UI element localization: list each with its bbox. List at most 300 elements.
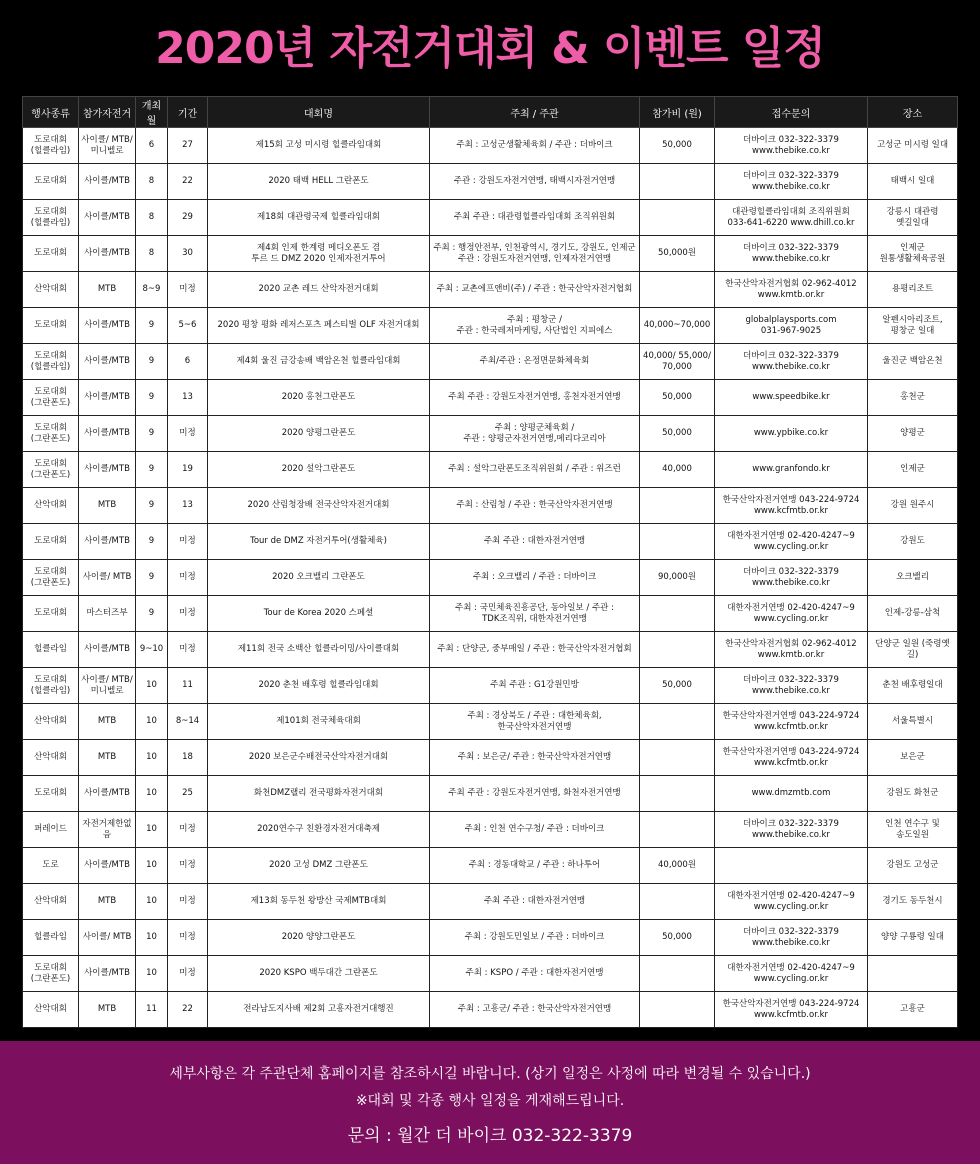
cell-text: 인제-강릉-삼척 [884,608,941,618]
cell-bike-type [79,956,136,992]
cell-text: 주최 : 보은군/ 주관 : 한국산악자전거연맹 [457,752,612,762]
table-row [23,704,958,740]
cell-month [136,452,168,488]
cell-text: MTB [97,752,117,762]
cell-text: 주최 주관 : 대한자전거연맹 [483,896,586,906]
cell-text: 주최 : 평창군 / 주관 : 한국레저마케팅, 사단법인 지피에스 [456,314,613,336]
cell-contact [715,560,868,596]
cell-period [168,488,208,524]
cell-fee [640,272,715,308]
cell-venue [868,416,958,452]
cell-text: 사이클/ MTB [82,572,132,582]
cell-text: 양평군 [900,428,925,438]
cell-bike-type [79,308,136,344]
cell-text: 제11회 전국 소백산 힐클라이밍/사이클대회 [237,644,400,654]
cell-text: 주최 : 인천 연수구청/ 주관 : 더바이크 [464,824,605,834]
cell-event-type [23,200,79,236]
cell-text: www.speedbike.kr [752,392,830,402]
cell-organizer [430,236,640,272]
cell-text: 산악대회 [34,284,67,294]
table-row [23,200,958,236]
cell-event-type [23,596,79,632]
cell-text: 주최 : 오크밸리 / 주관 : 더바이크 [472,572,597,582]
cell-text: 주최 주관 : 대한자전거연맹 [483,536,586,546]
cell-event-name [208,524,430,560]
cell-event-type [23,560,79,596]
cell-contact [715,236,868,272]
cell-text: 주최/주관 : 온정면문화체육회 [479,356,590,366]
cell-text: 22 [182,1004,193,1014]
cell-month [136,668,168,704]
cell-period [168,668,208,704]
cell-text: 40,000~70,000 [643,320,711,330]
cell-text: www.dmzmtb.com [751,788,831,798]
cell-text: 11 [182,680,193,690]
cell-text: 고흥군 [900,1004,925,1014]
cell-event-name [208,812,430,848]
cell-text: 90,000원 [658,572,696,582]
cell-event-type [23,848,79,884]
cell-text: 사이클/ MTB/ 미니벨로 [81,134,133,156]
cell-contact [715,920,868,956]
cell-contact [715,128,868,164]
cell-text: 50,000 [662,932,692,942]
cell-venue [868,452,958,488]
cell-text: 6 [184,356,191,366]
event-schedule-table-wrap [22,96,957,1028]
cell-bike-type [79,416,136,452]
cell-event-type [23,524,79,560]
cell-month [136,344,168,380]
cell-period [168,956,208,992]
cell-text: 50,000 [662,428,692,438]
cell-event-type [23,344,79,380]
cell-organizer [430,416,640,452]
cell-text: 10 [146,680,157,690]
cell-event-name [208,632,430,668]
cell-text: 8 [148,248,155,258]
cell-month [136,416,168,452]
cell-text: 사이클/MTB [84,860,130,870]
cell-contact [715,452,868,488]
cell-bike-type [79,560,136,596]
cell-text: 미정 [179,284,196,294]
cell-event-name [208,452,430,488]
cell-text: 더바이크 032-322-3379 www.thebike.co.kr [743,170,839,192]
cell-text: 울진군 백암온천 [882,356,943,366]
cell-text: 11 [146,1004,157,1014]
cell-period [168,164,208,200]
cell-period [168,920,208,956]
cell-month [136,380,168,416]
cell-text: 2020 홍천그란폰도 [281,392,356,402]
cell-organizer [430,668,640,704]
cell-month [136,164,168,200]
table-row [23,920,958,956]
cell-text: 더바이크 032-322-3379 www.thebike.co.kr [743,134,839,156]
cell-text: 도로 [42,860,59,870]
table-row [23,560,958,596]
event-schedule-table [22,96,958,1028]
cell-text: 인제군 [900,464,925,474]
cell-period [168,128,208,164]
cell-bike-type [79,884,136,920]
cell-text: 2020 춘천 배후령 힐클라임대회 [258,680,379,690]
cell-month [136,128,168,164]
cell-text: 주최 : 국민체육진흥공단, 동아일보 / 주관 : TDK조직위, 대한자전거연맹 [455,602,614,624]
cell-event-name [208,344,430,380]
cell-organizer [430,308,640,344]
cell-text: 주최 주관 : 강원도자전거연맹, 화천자전거연맹 [448,788,621,798]
cell-text: 춘천 배후령일대 [882,680,943,690]
cell-text: 40,000 [662,464,692,474]
cell-text: MTB [97,284,117,294]
cell-text: 50,000 [662,680,692,690]
cell-text: 더바이크 032-322-3379 www.thebike.co.kr [743,818,839,840]
cell-bike-type [79,848,136,884]
cell-text: 8~9 [142,284,161,294]
cell-text: 대한자전거연맹 02-420-4247~9 www.cycling.or.kr [727,602,855,624]
cell-text: 사이클/ MTB/ 미니벨로 [81,674,133,696]
table-row [23,164,958,200]
cell-text: 2020 교촌 레드 산악자전거대회 [258,284,379,294]
cell-period [168,776,208,812]
cell-event-type [23,992,79,1028]
cell-text: 10 [146,824,157,834]
cell-contact [715,272,868,308]
cell-month [136,524,168,560]
cell-event-type [23,812,79,848]
cell-text: 미정 [179,896,196,906]
cell-contact [715,488,868,524]
cell-month [136,920,168,956]
cell-event-name [208,200,430,236]
cell-contact [715,596,868,632]
footer-submission-note: ※대회 및 각종 행사 일정을 게재해드립니다. [355,1093,625,1109]
cell-text: 더바이크 032-322-3379 www.thebike.co.kr [743,350,839,372]
cell-text: 9 [148,320,155,330]
table-row [23,272,958,308]
cell-text: 10 [146,860,157,870]
cell-text: 강원도 화천군 [886,788,939,798]
cell-event-name [208,164,430,200]
cell-month [136,740,168,776]
footer-contact: 문의 : 월간 더 바이크 032-322-3379 [347,1126,633,1146]
cell-venue [868,884,958,920]
cell-text: 한국산악자전거협회 02-962-4012 www.kmtb.or.kr [725,638,857,660]
cell-text: 사이클/MTB [84,176,130,186]
column-header-fee: 참가비 (원) [640,97,715,128]
cell-month [136,236,168,272]
cell-text: 주관 : 강원도자전거연맹, 태백시자전거연맹 [453,176,616,186]
cell-bike-type [79,128,136,164]
cell-text: 산악대회 [34,1004,67,1014]
cell-bike-type [79,344,136,380]
table-row [23,308,958,344]
column-header-bike-type: 참가자전거 [79,97,136,128]
cell-text: 한국산악자전거연맹 043-224-9724 www.kcfmtb.or.kr [722,998,860,1020]
cell-text: MTB [97,716,117,726]
cell-fee [640,164,715,200]
cell-text: 더바이크 032-322-3379 www.thebike.co.kr [743,926,839,948]
cell-text: 도로대회 (힐클라임) [30,206,71,228]
cell-text: 27 [182,140,193,150]
cell-event-type [23,920,79,956]
cell-event-name [208,956,430,992]
cell-venue [868,380,958,416]
cell-text: 도로대회 (그란폰도) [30,458,71,480]
cell-text: 양양 구룡령 일대 [881,932,944,942]
cell-month [136,848,168,884]
cell-text: 29 [182,212,193,222]
cell-period [168,452,208,488]
cell-text: 미정 [179,608,196,618]
cell-text: 40,000/ 55,000/ 70,000 [643,350,711,372]
cell-text: 도로대회 [34,176,67,186]
cell-bike-type [79,452,136,488]
cell-month [136,596,168,632]
cell-text: 사이클/MTB [84,428,130,438]
cell-venue [868,920,958,956]
cell-bike-type [79,380,136,416]
cell-text: 제15회 고성 미시령 힐클라임대회 [255,140,382,150]
cell-text: 10 [146,896,157,906]
table-body [23,128,958,1028]
cell-organizer [430,632,640,668]
cell-text: 한국산악자전거연맹 043-224-9724 www.kcfmtb.or.kr [722,746,860,768]
cell-venue [868,560,958,596]
cell-text: 2020 태백 HELL 그란폰도 [268,176,369,186]
cell-event-name [208,596,430,632]
cell-text: 6 [148,140,155,150]
table-row [23,812,958,848]
cell-month [136,776,168,812]
cell-text: 도로대회 (그란폰도) [30,386,71,408]
cell-text: 2020 KSPO 백두대간 그란폰도 [259,968,378,978]
cell-text: 강원도 [900,536,925,546]
cell-text: 보은군 [900,752,925,762]
cell-text: 단양군 일원 (죽령옛길) [875,638,950,660]
cell-fee [640,560,715,596]
cell-period [168,308,208,344]
cell-fee [640,380,715,416]
cell-contact [715,704,868,740]
cell-text: 2020 양평그란폰도 [281,428,356,438]
cell-bike-type [79,200,136,236]
cell-venue [868,632,958,668]
cell-text: 주최 : 고성군생활체육회 / 주관 : 더바이크 [456,140,613,150]
cell-period [168,416,208,452]
cell-organizer [430,920,640,956]
table-row [23,344,958,380]
cell-text: 오크밸리 [896,572,929,582]
cell-text: 미정 [179,860,196,870]
cell-text: 사이클/MTB [84,464,130,474]
cell-text: MTB [97,896,117,906]
cell-fee [640,704,715,740]
cell-fee [640,524,715,560]
column-header-venue: 장소 [868,97,958,128]
cell-venue [868,848,958,884]
cell-text: 도로대회 [34,608,67,618]
cell-period [168,524,208,560]
cell-event-type [23,164,79,200]
cell-text: 사이클/MTB [84,392,130,402]
cell-month [136,812,168,848]
cell-contact [715,524,868,560]
cell-bike-type [79,668,136,704]
cell-text: 2020 고성 DMZ 그란폰도 [269,860,368,870]
cell-event-name [208,848,430,884]
cell-contact [715,992,868,1028]
cell-bike-type [79,632,136,668]
cell-organizer [430,812,640,848]
cell-venue [868,524,958,560]
table-row [23,776,958,812]
cell-text: 13 [182,392,193,402]
cell-text: 도로대회 (그란폰도) [30,566,71,588]
cell-text: 10 [146,788,157,798]
cell-month [136,488,168,524]
cell-text: 9 [148,500,155,510]
table-row [23,632,958,668]
cell-fee [640,992,715,1028]
cell-text: MTB [97,1004,117,1014]
cell-event-type [23,776,79,812]
cell-text: 도로대회 (힐클라임) [30,134,71,156]
cell-text: 경기도 동두천시 [882,896,943,906]
cell-contact [715,200,868,236]
cell-contact [715,344,868,380]
cell-text: 40,000원 [658,860,696,870]
table-row [23,956,958,992]
cell-text: 도로대회 [34,788,67,798]
cell-event-type [23,884,79,920]
cell-event-type [23,632,79,668]
cell-month [136,632,168,668]
cell-text: 미정 [179,824,196,834]
table-row [23,380,958,416]
cell-text: 태백시 일대 [890,176,935,186]
cell-bike-type [79,596,136,632]
cell-text: 힐클라임 [34,932,67,942]
cell-organizer [430,596,640,632]
cell-fee [640,812,715,848]
cell-text: 제4회 울진 금강송배 백암온천 힐클라임대회 [236,356,401,366]
cell-event-name [208,308,430,344]
cell-text: 13 [182,500,193,510]
cell-text: 한국산악자전거연맹 043-224-9724 www.kcfmtb.or.kr [722,494,860,516]
cell-text: 대한자전거연맹 02-420-4247~9 www.cycling.or.kr [727,962,855,984]
cell-text: 8 [148,212,155,222]
cell-text: 사이클/MTB [84,644,130,654]
cell-organizer [430,380,640,416]
cell-venue [868,992,958,1028]
cell-text: 2020 양양그란폰도 [281,932,356,942]
cell-text: 산악대회 [34,896,67,906]
cell-text: 사이클/MTB [84,788,130,798]
cell-fee [640,236,715,272]
cell-bike-type [79,920,136,956]
cell-organizer [430,272,640,308]
cell-event-type [23,416,79,452]
cell-text: 30 [182,248,193,258]
cell-text: 10 [146,968,157,978]
cell-text: 9 [148,392,155,402]
table-row [23,236,958,272]
cell-text: 2020 평창 평화 레저스포츠 페스티벌 OLF 자전거대회 [217,320,420,330]
cell-period [168,236,208,272]
cell-month [136,704,168,740]
table-row [23,128,958,164]
cell-venue [868,488,958,524]
cell-event-type [23,668,79,704]
cell-text: 주최 : 산림청 / 주관 : 한국산악자전거연맹 [456,500,613,510]
cell-text: 10 [146,716,157,726]
cell-bike-type [79,524,136,560]
cell-text: 한국산악자전거연맹 043-224-9724 www.kcfmtb.or.kr [722,710,860,732]
cell-fee [640,200,715,236]
cell-text: 도로대회 [34,320,67,330]
cell-event-name [208,884,430,920]
cell-contact [715,416,868,452]
cell-organizer [430,452,640,488]
table-row [23,668,958,704]
cell-venue [868,200,958,236]
cell-period [168,812,208,848]
table-row [23,524,958,560]
column-header-period: 기간 [168,97,208,128]
cell-month [136,992,168,1028]
cell-text: 50,000 [662,140,692,150]
cell-event-name [208,560,430,596]
cell-text: 주최 : 양평군체육회 / 주관 : 양평군자전거연맹,메리다코리아 [463,422,606,444]
cell-organizer [430,848,640,884]
cell-bike-type [79,164,136,200]
cell-text: 대관령힐클라임대회 조직위원회 033-641-6220 www.dhill.co.kr [727,206,855,228]
cell-bike-type [79,488,136,524]
cell-text: 18 [182,752,193,762]
cell-fee [640,596,715,632]
column-header-month: 개최월 [136,97,168,128]
cell-event-type [23,956,79,992]
column-header-event-name: 대회명 [208,97,430,128]
cell-text: 용평리조트 [891,284,934,294]
cell-text: 미정 [179,968,196,978]
cell-text: 주최 : 단양군, 중부매일 / 주관 : 한국산악자전거협회 [437,644,632,654]
cell-event-name [208,380,430,416]
cell-event-name [208,488,430,524]
cell-contact [715,848,868,884]
cell-text: 강릉시 대관령 옛길일대 [886,206,939,228]
cell-text: 도로대회 [34,248,67,258]
cell-text: 주최 : 교촌에프앤비(주) / 주관 : 한국산악자전거협회 [436,284,633,294]
footer-notice: 세부사항은 각 주관단체 홈페이지를 참조하시길 바랍니다. (상기 일정은 사정에 따라 변경될 수 있습니다.) [169,1066,811,1082]
cell-text: 힐클라임 [34,644,67,654]
cell-text: www.granfondo.kr [752,464,830,474]
cell-bike-type [79,776,136,812]
cell-organizer [430,488,640,524]
cell-venue [868,704,958,740]
cell-text: www.ypbike.co.kr [753,428,829,438]
cell-venue [868,164,958,200]
cell-bike-type [79,740,136,776]
cell-event-name [208,776,430,812]
cell-text: 퍼레이드 [34,824,67,834]
cell-text: 사이클/MTB [84,320,130,330]
cell-fee [640,848,715,884]
column-header-event-type: 행사종류 [23,97,79,128]
